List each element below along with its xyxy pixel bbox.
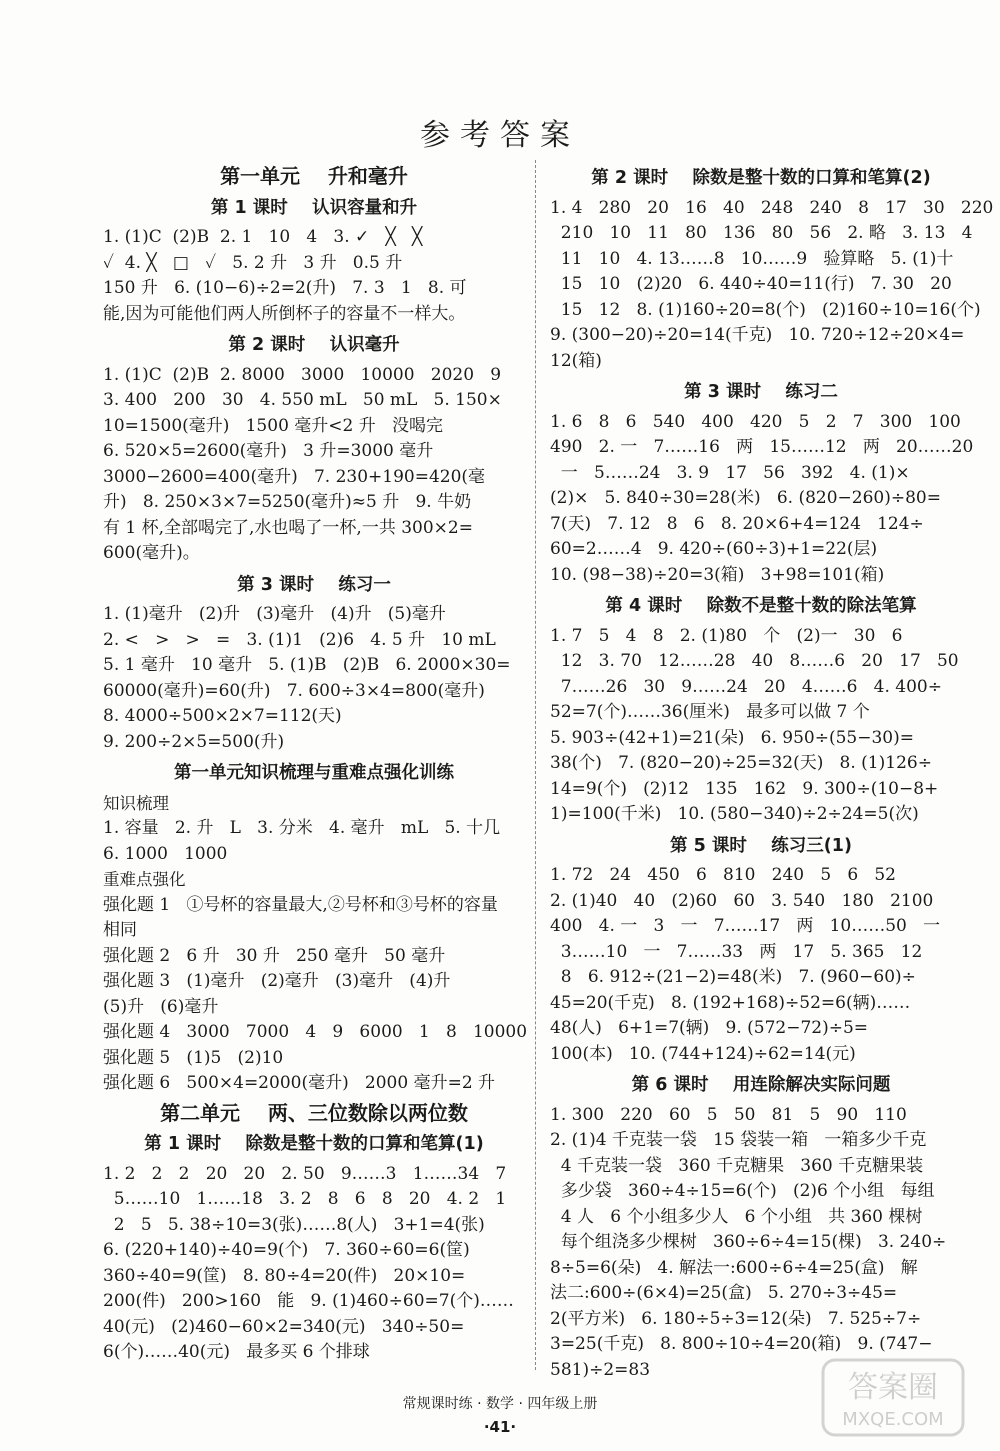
answer-line: 每个组浇多少棵树 360÷6÷4=15(棵) 3. 240÷ [550, 1232, 947, 1252]
lesson-heading: 第 1 课时 除数是整十数的口算和笔算(1) [144, 1134, 484, 1154]
answer-line: 15 12 8. (1)160÷20=8(个) (2)160÷10=16(个) [550, 299, 981, 320]
answer-line: 38(个) 7. (820−20)÷25=32(天) 8. (1)126÷ [550, 753, 932, 773]
answer-line: 52=7(个)……36(厘米) 最多可以做 7 个 [550, 702, 870, 722]
watermark-logo [818, 1355, 968, 1440]
answer-line: 8. 4000÷500×2×7=112(天) [103, 706, 342, 726]
answer-line: 1. (1)毫升 (2)升 (3)毫升 (4)升 (5)毫升 [103, 604, 446, 624]
answer-line: 强化题 4 3000 7000 4 9 6000 1 8 10000 [103, 1022, 528, 1042]
answer-line: 3. 400 200 30 4. 550 mL 50 mL 5. 150× [103, 390, 502, 410]
answer-line: (5)升 (6)毫升 [103, 996, 219, 1017]
answer-line: 1. 72 24 450 6 810 240 5 6 52 [550, 865, 897, 885]
answer-line: 2. < > > = 3. (1)1 (2)6 4. 5 升 10 mL [103, 629, 496, 650]
answer-line: 12 3. 70 12……28 40 8……6 20 17 50 [550, 651, 959, 671]
answer-line: 9. 200÷2×5=500(升) [103, 731, 285, 752]
section-label: 重难点强化 [103, 870, 186, 889]
answer-line: 4 千克装一袋 360 千克糖果 360 千克糖果装 [550, 1155, 924, 1176]
footer-text: 常规课时练 · 数学 · 四年级上册 [402, 1396, 598, 1412]
answer-line: 581)÷2=83 [550, 1359, 651, 1380]
answer-line: 400 4. 一 3 一 7……17 两 10……50 一 [550, 916, 941, 936]
answer-line: 强化题 2 6 升 30 升 250 毫升 50 毫升 [103, 945, 446, 966]
answer-line: 2. (1)40 40 (2)60 60 3. 540 180 2100 [550, 890, 934, 911]
answer-line: 60=2……4 9. 420÷(60÷3)+1=22(层) [550, 539, 878, 559]
answer-line: 200(件) 200>160 能 9. (1)460÷60=7(个)…… [103, 1291, 514, 1311]
answer-line: 150 升 6. (10−6)÷2=2(升) 7. 3 1 8. 可 [103, 278, 467, 298]
answer-line: 6. 520×5=2600(毫升) 3 升=3000 毫升 [103, 441, 434, 461]
page-title: 参考答案 [420, 118, 580, 153]
column-divider [535, 160, 536, 1370]
answer-line: 60000(毫升)=60(升) 7. 600÷3×4=800(毫升) [103, 680, 485, 701]
answer-line: 强化题 1 ①号杯的容量最大,②号杯和③号杯的容量 [103, 894, 498, 915]
answer-line: 1. 6 8 6 540 400 420 5 2 7 300 100 [550, 411, 961, 432]
answer-line: 1. (1)C (2)B 2. 1 10 4 3. ✓ ╳ ╳ [103, 227, 423, 247]
answer-line: 升) 8. 250×3×7=5250(毫升)≈5 升 9. 牛奶 [103, 492, 472, 512]
svg-text:MXQE.COM: MXQE.COM [842, 1409, 944, 1430]
lesson-heading: 第 4 课时 除数不是整十数的除法笔算 [605, 596, 917, 616]
answer-line: 4 人 6 个小组多少人 6 个小组 共 360 棵树 [550, 1206, 923, 1227]
answer-line: 600(毫升)。 [103, 543, 200, 563]
lesson-heading: 第 3 课时 练习一 [237, 574, 391, 595]
answer-line: 9. (300−20)÷20=14(千克) 10. 720÷12÷20×4= [550, 325, 965, 345]
answer-line: 48(人) 6+1=7(辆) 9. (572−72)÷5= [550, 1018, 869, 1038]
answer-line: 11 10 4. 13……8 10……9 验算略 5. (1)十 [550, 248, 954, 269]
answer-line: 210 10 11 80 136 80 56 2. 略 3. 13 4 [550, 223, 973, 243]
answer-line: 7……26 30 9……24 20 4……6 4. 400÷ [550, 676, 942, 697]
answer-line: 法二:600÷(6×4)=25(盒) 5. 270÷3÷45= [550, 1283, 898, 1303]
answer-line: 100(本) 10. (744+124)÷62=14(元) [550, 1043, 856, 1064]
answer-line: 6. 1000 1000 [103, 843, 228, 864]
answer-line: 6. (220+140)÷40=9(个) 7. 360÷60=6(筐) [103, 1240, 470, 1260]
left-column [103, 160, 528, 1366]
answer-line: 1. 300 220 60 5 50 81 5 90 110 [550, 1104, 907, 1125]
answer-line: 2. (1)4 千克装一袋 15 袋装一箱 一箱多少千克 [550, 1130, 927, 1150]
answer-line: 3……10 一 7……33 两 17 5. 365 12 [550, 941, 923, 962]
answer-line: 1. 7 5 4 8 2. (1)80 个 (2)一 30 6 [550, 625, 903, 646]
lesson-heading: 第 2 课时 除数是整十数的口算和笔算(2) [591, 168, 931, 188]
answer-line: 45=20(千克) 8. (192+168)÷52=6(辆)…… [550, 992, 911, 1013]
lesson-heading: 第 6 课时 用连除解决实际问题 [631, 1075, 891, 1095]
answer-line: 3=25(千克) 8. 800÷10÷4=20(箱) 9. (747− [550, 1334, 933, 1354]
answer-line: 1. 4 280 20 16 40 248 240 8 17 30 220 [550, 197, 994, 218]
answer-line: 10. (98−38)÷20=3(箱) 3+98=101(箱) [550, 564, 885, 585]
answer-line: 8÷5=6(朵) 4. 解法一:600÷6÷4=25(盒) 解 [550, 1257, 918, 1278]
answer-line: 强化题 5 (1)5 (2)10 [103, 1047, 284, 1068]
answer-line: 2 5 5. 38÷10=3(张)……8(人) 3+1=4(张) [103, 1214, 485, 1235]
answer-line: 多少袋 360÷4÷15=6(个) (2)6 个小组 每组 [550, 1181, 935, 1201]
answer-line: 7(天) 7. 12 8 6 8. 20×6+4=124 124÷ [550, 513, 924, 534]
lesson-heading: 第一单元知识梳理与重难点强化训练 [174, 763, 454, 783]
answer-line: 1. (1)C (2)B 2. 8000 3000 10000 2020 9 [103, 364, 502, 385]
answer-line: 1. 2 2 2 20 20 2. 50 9……3 1……34 7 [103, 1163, 507, 1184]
answer-line: 一 5……24 3. 9 17 56 392 4. (1)× [550, 462, 910, 483]
answer-line: 有 1 杯,全部喝完了,水也喝了一杯,一共 300×2= [103, 517, 473, 538]
answer-line: 3000−2600=400(毫升) 7. 230+190=420(毫 [103, 466, 486, 487]
answer-line: 6(个)……40(元) 最多买 6 个排球 [103, 1342, 370, 1362]
answer-line: 能,因为可能他们两人所倒杯子的容量不一样大。 [103, 303, 466, 324]
answer-line: ✓ 4. ╳ □ ✓ 5. 2 升 3 升 0.5 升 [103, 252, 403, 273]
section-label: 知识梳理 [103, 793, 169, 813]
answer-line: 5. 903÷(42+1)=21(朵) 6. 950÷(55−30)= [550, 727, 914, 748]
svg-text:答案圈: 答案圈 [848, 1370, 938, 1405]
answer-line: 1. 容量 2. 升 L 3. 分米 4. 毫升 mL 5. 十几 [103, 818, 501, 838]
right-column [550, 160, 994, 1383]
lesson-heading: 第 5 课时 练习三(1) [670, 835, 852, 856]
answer-line: 强化题 3 (1)毫升 (2)毫升 (3)毫升 (4)升 [103, 971, 451, 991]
answer-line: 40(元) (2)460−60×2=340(元) 340÷50= [103, 1316, 465, 1337]
page-number: ·41· [483, 1418, 517, 1436]
answer-line: 5……10 1……18 3. 2 8 6 8 20 4. 2 1 [103, 1189, 507, 1209]
answer-line: (2)× 5. 840÷30=28(米) 6. (820−260)÷80= [550, 488, 941, 508]
answer-line: 10=1500(毫升) 1500 毫升<2 升 没喝完 [103, 415, 443, 436]
answer-line: 2(平方米) 6. 180÷5÷3=12(朵) 7. 525÷7÷ [550, 1308, 922, 1329]
lesson-heading: 第 2 课时 认识毫升 [228, 335, 400, 355]
answer-line: 8 6. 912÷(21−2)=48(米) 7. (960−60)÷ [550, 967, 916, 987]
answer-line: 15 10 (2)20 6. 440÷40=11(行) 7. 30 20 [550, 274, 952, 294]
answer-line: 12(箱) [550, 350, 602, 371]
unit-heading: 第二单元 两、三位数除以两位数 [160, 1100, 468, 1125]
answer-line: 相同 [103, 920, 137, 940]
answer-line: 490 2. 一 7……16 两 15……12 两 20……20 [550, 437, 974, 457]
answer-line: 14=9(个) (2)12 135 162 9. 300÷(10−8+ [550, 778, 939, 799]
lesson-heading: 第 3 课时 练习二 [684, 382, 838, 402]
answer-line: 5. 1 毫升 10 毫升 5. (1)B (2)B 6. 2000×30= [103, 655, 511, 675]
answer-line: 360÷40=9(筐) 8. 80÷4=20(件) 20×10= [103, 1265, 466, 1286]
unit-heading: 第一单元 升和毫升 [220, 164, 408, 188]
answer-line: 1)=100(千米) 10. (580−340)÷2÷24=5(次) [550, 804, 919, 824]
lesson-heading: 第 1 课时 认识容量和升 [210, 197, 418, 218]
answer-line: 强化题 6 500×4=2000(毫升) 2000 毫升=2 升 [103, 1073, 496, 1093]
